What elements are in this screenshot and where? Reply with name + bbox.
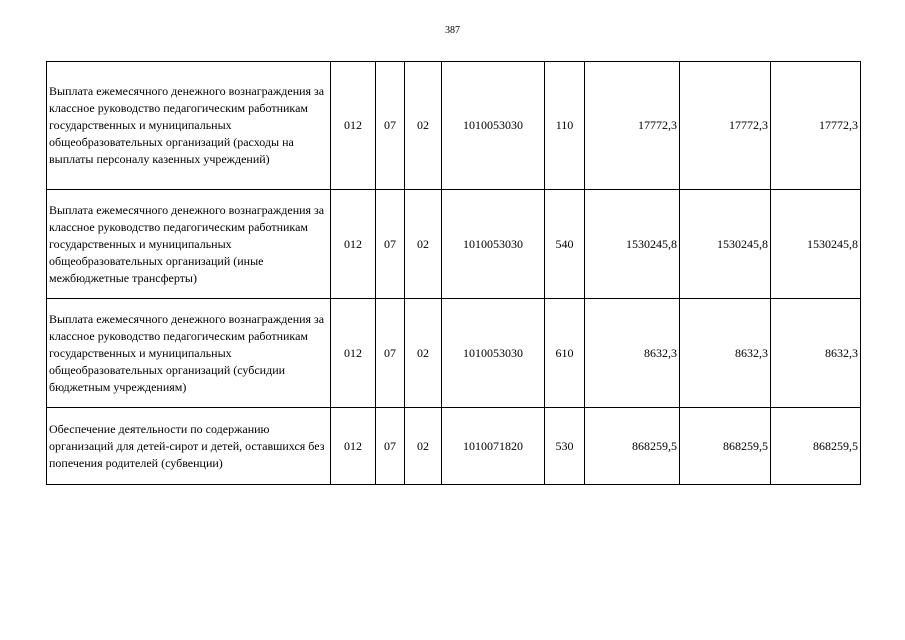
- amount-year-3: 868259,5: [771, 408, 861, 485]
- expense-type-code: 610: [545, 299, 585, 408]
- page-number: 387: [445, 25, 460, 36]
- section-code: 07: [376, 408, 405, 485]
- table-row: [47, 408, 861, 485]
- ministry-code: 012: [331, 299, 376, 408]
- amount-year-2: 1530245,8: [680, 190, 771, 299]
- amount-year-2: 868259,5: [680, 408, 771, 485]
- expense-type-code: 110: [545, 62, 585, 190]
- table-row: [47, 190, 861, 299]
- amount-year-1: 17772,3: [585, 62, 680, 190]
- amount-year-1: 868259,5: [585, 408, 680, 485]
- expense-type-code: 530: [545, 408, 585, 485]
- table-row: [47, 62, 861, 190]
- expense-type-code: 540: [545, 190, 585, 299]
- ministry-code: 012: [331, 62, 376, 190]
- row-description: Выплата ежемесячного денежного вознаграждения за классное руководство педагогическим работникам государственных и муниципальных общеобразовательных организаций (расходы на выплаты персоналу казенных учреждений): [47, 62, 331, 190]
- amount-year-3: 1530245,8: [771, 190, 861, 299]
- section-code: 07: [376, 299, 405, 408]
- amount-year-3: 8632,3: [771, 299, 861, 408]
- target-article-code: 1010053030: [442, 62, 545, 190]
- ministry-code: 012: [331, 408, 376, 485]
- row-description: Выплата ежемесячного денежного вознаграждения за классное руководство педагогическим работникам государственных и муниципальных общеобразовательных организаций (субсидии бюджетным учреждениям): [47, 299, 331, 408]
- target-article-code: 1010071820: [442, 408, 545, 485]
- subsection-code: 02: [405, 408, 442, 485]
- amount-year-2: 8632,3: [680, 299, 771, 408]
- row-description: Обеспечение деятельности по содержанию организаций для детей-сирот и детей, оставшихся без попечения родителей (субвенции): [47, 408, 331, 485]
- section-code: 07: [376, 62, 405, 190]
- target-article-code: 1010053030: [442, 299, 545, 408]
- table-row: [47, 299, 861, 408]
- subsection-code: 02: [405, 299, 442, 408]
- amount-year-2: 17772,3: [680, 62, 771, 190]
- target-article-code: 1010053030: [442, 190, 545, 299]
- ministry-code: 012: [331, 190, 376, 299]
- amount-year-1: 1530245,8: [585, 190, 680, 299]
- budget-table: [46, 61, 861, 485]
- row-description: Выплата ежемесячного денежного вознаграждения за классное руководство педагогическим работникам государственных и муниципальных общеобразовательных организаций (иные межбюджетные трансферты): [47, 190, 331, 299]
- amount-year-1: 8632,3: [585, 299, 680, 408]
- amount-year-3: 17772,3: [771, 62, 861, 190]
- section-code: 07: [376, 190, 405, 299]
- subsection-code: 02: [405, 62, 442, 190]
- subsection-code: 02: [405, 190, 442, 299]
